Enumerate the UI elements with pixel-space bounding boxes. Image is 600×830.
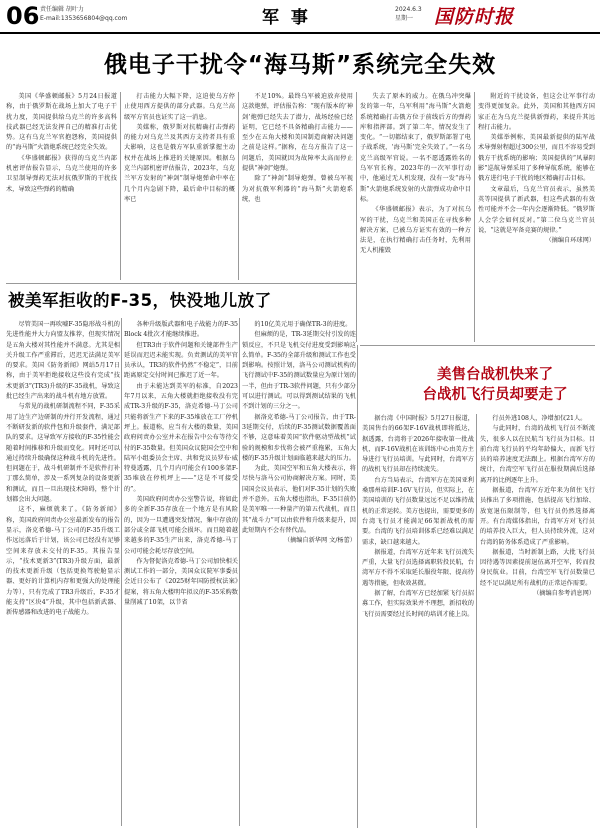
paragraph: 据报道，台湾军方近年来飞行员流失严重，大量飞行员选择离职转投民航，台湾军方不得不采取延长服役年限、提高待遇等措施，但收效甚微。 [362,548,474,587]
paragraph: 据报道，台湾军方近年来为留住飞行员推出了多项措施，包括提高飞行加给、放宽退伍限制等，但飞行员仍然选择离开。有台湾媒体指出，台湾军方对飞行员的培养投入巨大，但人员持续外流，这对台湾的防务体系造成了严重影响。 [480,487,595,546]
column-divider [356,92,357,342]
paragraph: 与此同时，台湾的战机飞行员不断流失，很多人以在民航当飞行员为目标。目前台湾飞行员的平均年龄偏大，而新飞行员的培养速度无法跟上。根据台湾军方的统计，台湾空军飞行员在服役期满后选择离开的比例逐年上升。 [480,425,595,484]
column-divider [238,92,239,280]
article2-signature: （摘编自新华网 文/杨蕾） [283,537,356,545]
paragraph: 不足10%。最终乌军被迫放弃使用这款炮弹，评估报告称：“现有版本的‘神剑’炮弹已经失去了潜力，战场经验已经证明，它已经不具备精确打击能力——至少在五角大楼和美国制造商解决问题之前是这样。”据称，在乌方报告了这一问题后，美国就因为故障率太高而停止提供“神剑”炮弹。 [242,93,353,173]
article3-column-2 [480,414,595,828]
article2-column-3 [242,320,356,828]
paragraph: 台方当局表示，台湾军方在美国亚利桑那州培训F-16V飞行员，但实际上，在美国培训的飞行员数量远远不足以维持战机的正常运转。美方也提出，需要更多的台湾飞行员才能满足66架新战机的需要。台湾的飞行员培训体系已经难以满足需求，缺口越来越大。 [362,476,474,546]
paragraph: 附近的干扰设备，但这会让军事行动变得更加复杂。此外，美国和其他西方国家正在为乌克兰提供新弹药，来提升其远程打击能力。 [478,93,595,131]
section-divider [360,345,595,346]
article3-title-line-2: 台战机飞行员却要走了 [422,387,568,403]
article3-signature: （摘编自参考消息网） [533,590,595,598]
editor-name: 责任编辑 胡叶力 [40,6,84,13]
article3-title-line-1: 美售台战机快来了 [437,367,553,383]
weekday-text: 星期一 [395,15,414,22]
article1-column-5 [478,92,595,342]
editor-email: E-mail:1353656804@qq.com [40,15,128,22]
paragraph: 与常见的战机研制流程不同，F-35采用了边生产边研制的并行开发流程，通过不断研发新的软件包和升级套件，满足部队的要求。这导致军方接收的F-35性能会随着时间推移和升级而变化。同时还可以通过持续升级确保这种战斗机的先进性。但问题在于，战斗机研制并不是软件打补丁那么简单，涉及一系列复杂的设备更新和测试，而且一旦出现技术障碍，整个计划都会出大问题。 [6,403,120,504]
article1-column-4 [360,92,471,328]
editor-info [40,5,127,23]
paragraph: 行员外逃108人，净增加仅21人。 [492,415,587,422]
paragraph: 但麻烦的是，TR-3延期交付引发的连锁反应，不只是飞机交付进度受到影响这么简单。F-35的全部升级和测试工作也受到影响。按照计划，洛马公司测试机构的飞行测试中F-35的测试数量应为原计划的一半，但由于TR-3软件问题，只有少部分可以进行测试。可以得到测试结果的飞机不到计划的三分之一。 [242,331,356,411]
paragraph: 除了“神剑”制导炮弹，曾被乌军视为对抗俄军利器的“海马斯”火箭炮系统，也 [242,175,353,203]
article1-column-3 [242,92,353,282]
column-divider [357,345,358,828]
paragraph: 的10亿美元用于确保TR-3的进度。 [254,321,352,328]
article1-column-2 [124,92,235,282]
page-number: 06 [6,2,40,30]
paragraph: 失去了原本的威力。在俄乌冲突爆发的第一年，乌军利用“海马斯”火箭炮系统精确打击俄方位于前线后方的弹药库和指挥部。到了第二年，情况发生了变化。“一切都结束了，俄罗斯部署了电子战系统，‘海马斯’完全失效了。”一名乌克兰高级军官说。一名不愿透露姓名的乌军官长称，2023年的一次军事行动中，他通过无人机发现，没有一发“海马斯”火箭炮系统发射的火箭弹成功命中目标。 [360,93,471,203]
article1-column-1 [6,92,117,282]
column-divider [474,92,475,342]
paragraph: 据了解，台湾军方已经加紧飞行员招募工作，但实际效果并不理想，新招收的飞行员需要经过长时间的培训才能上岗。 [362,590,474,618]
paragraph: 打击能力大幅下降，这迫使乌方停止使用西方提供的部分武器。乌克兰高级军方官员也证实了这一消息。 [124,93,235,121]
masthead-logo: 国防时报 [434,6,515,28]
section-divider [6,283,356,284]
paragraph: 美国政府问责办公室警告说，将如此多的全新F-35存放在一个地方是有风险的，因为一旦遭遇突发情况，集中存放的部分或全部飞机可能会损坏。而且随着越来越多的F-35生产出来，洛克希德-马丁公司可能会耗尽存放空间。 [124,496,238,555]
paragraph: 文章最后，乌克兰官员表示，虽然美英等国提供了新武器，但这些武器的有效性可能并不会一年内会逐渐降低。“俄罗斯人会学会如何反对。”第二位乌克兰官员说，“这就是军备竞赛的规律。” [478,185,595,234]
section-title: 军 事 [262,8,311,28]
paragraph: 美国《华盛顿邮报》5月24日报道称，由于俄罗斯在战场上加大了电子干扰力度，美国提供给乌克兰的许多高科技武器已经无法发挥自己的精准打击优势。这有乌克兰军官抱怨称，美国提供的“海马斯”火箭炮系统已经完全失效。 [6,93,117,152]
paragraph: 尽管美国一再吹嘘F-35隐形战斗机的先进性能并大力向盟友推荐，但现实情况是五角大楼对其性能并不满意。尤其是相关升级工作严重滞后，迟迟无法满足美军的要求。美国《防务新闻》网站5月17日称，由于美军拒绝接收这些没有完成“技术更新3”(TR3)升级的F-35战机，导致这批已经生产出来的战斗机有地方放置。 [6,321,120,401]
article1-title: 俄电子干扰令“海马斯”系统完全失效 [103,52,497,78]
paragraph: 这不，麻烦就来了。《防务新闻》称，美国政府问责办公室最新发布的报告显示，洛克希德-马丁公司的F-35升级工作远远落后于计划，该公司已经没有足够空间来存放未交付的F-35。其报告显示，“技术更新3”(TR3)升级方面，最新的技术更新升级（包括更换驾驶舱显示器、更好的计算机内存和更强大的处理能力等），只有完成了TR3升级后，F-35才能支持“区块4”升级，其中包括新武器、新传感器和改进的电子战能力。 [6,506,120,617]
paragraph: 美媒举例称，美国最新提供的陆军战术导弹射程超过300公里，而且不容易受到俄方干扰系统的影响；美国提供的“风暴阴影”巡航导弹采用了多种导航系统，能够在俄方进行电子干扰的地区精确打击目标。 [478,134,595,183]
date-text: 2024.6.3 [395,6,422,13]
article2-column-2 [124,320,238,828]
column-divider [476,414,477,828]
paragraph: 《华盛顿邮报》表示，为了对抗乌军的干扰，乌克兰和美国正在寻找多种解决方案，已被乌方证实有效的一种方法是，在执行精确打击任务时，先利用无人机摧毁 [360,206,471,255]
article2-column-1 [6,320,120,828]
paragraph: 为此，美国空军和五角大楼表示，将尽快与洛马公司协商解决方案。同时，美国国会议员表示，他们对F-35计划的失败并不意外。五角大楼也指出，F-35目前仍是美军唯一一种量产的第五代战机，而且其“战斗力”可以由软件和升级来提升，因此短期内不会有替代品。 [242,465,356,534]
paragraph: 据洛克希德-马丁公司报告，由于TR-3延期交付，后续的F-35测试数据覆盖面不够，这意味着美国“软件驱动型战机”试验的规模和步伐将会被严重拖累，五角大楼的F-35升级计划面临越来越大的压力。 [242,413,356,462]
paragraph: 各种升级版武器和电子战能力的F-35 Block 4批次才能继续推进。 [124,321,238,339]
page-header [0,0,600,34]
column-divider [120,92,121,280]
paragraph: 据报道，当时新制上路，大批飞行员因待遇等因素提前退伍离开空军，转而投身民航业。目前，台湾空军飞行员数量已经不足以满足所有战机的正常运作需要。 [480,548,595,587]
article1-signature: （摘编自环球网） [545,237,595,245]
paragraph: 据台湾《中国时报》5月27日报道，美国售台的66架F-16V战机即将抵达，据透露，台湾将于2026年接收第一批战机，而F-16V战机在该训练中心由美方主导进行飞行员培训。与此同时，台湾军方的战机飞行员却在持续流失。 [362,415,474,474]
article2-title: 被美军拒收的F-35，快没地儿放了 [8,291,272,310]
issue-date [395,5,422,23]
paragraph: 作为督促洛克希德-马丁公司加快相关测试工作的一部分，美国众议院军事委员会近日公布了《2025财年国防授权法案》提案，将五角大楼明年拟议的F-35采购数量削减了10架，以节省 [124,557,238,607]
column-divider [121,318,122,826]
article3-column-1 [362,414,474,828]
column-divider [239,318,240,826]
paragraph: 美媒称，俄罗斯对抗精确打击弹药的能力对乌克兰及其西方支持者具有重大影响，这也是俄方军队重新掌握主动权并在战场上推进的关键原因。根据乌克兰内部机密评估报告，2023年，乌克兰军方发射的“神剑”制导炮弹命中率在几个月内急剧下降，最后命中目标的概率已 [124,123,235,203]
paragraph: 但TR3由于软件问题和关键部件生产延误而迟迟未能实现。负责测试的美军官员承认，TR3的软件仍然“不稳定”，目前距离原定交付时间已推迟了近一年。 [124,341,238,380]
paragraph: 《华盛顿邮报》获得的乌克兰内部机密评估报告显示，乌克兰使用的许多卫星制导弹药无法对抗俄罗斯的干扰技术，导致这些弹药的精确 [6,154,117,193]
paragraph: 由于未能达到美军的标准，自2023年7月以来，五角大楼就拒绝接收没有完成TR-3升级的F-35，洛克希德-马丁公司只能将新生产下来的F-35堆放在工厂停机坪上。报道称，应当有大楼的数量，美国政府问责办公室并未在报告中公布等待交付的F-35数量。但美国众议院国会空中和陆军小组委员会主席、共和党议员罗布·威特曼透露，几个月内可能会有100多架F-35堆放在停机坪上——“这是不可接受的”。 [124,382,238,493]
